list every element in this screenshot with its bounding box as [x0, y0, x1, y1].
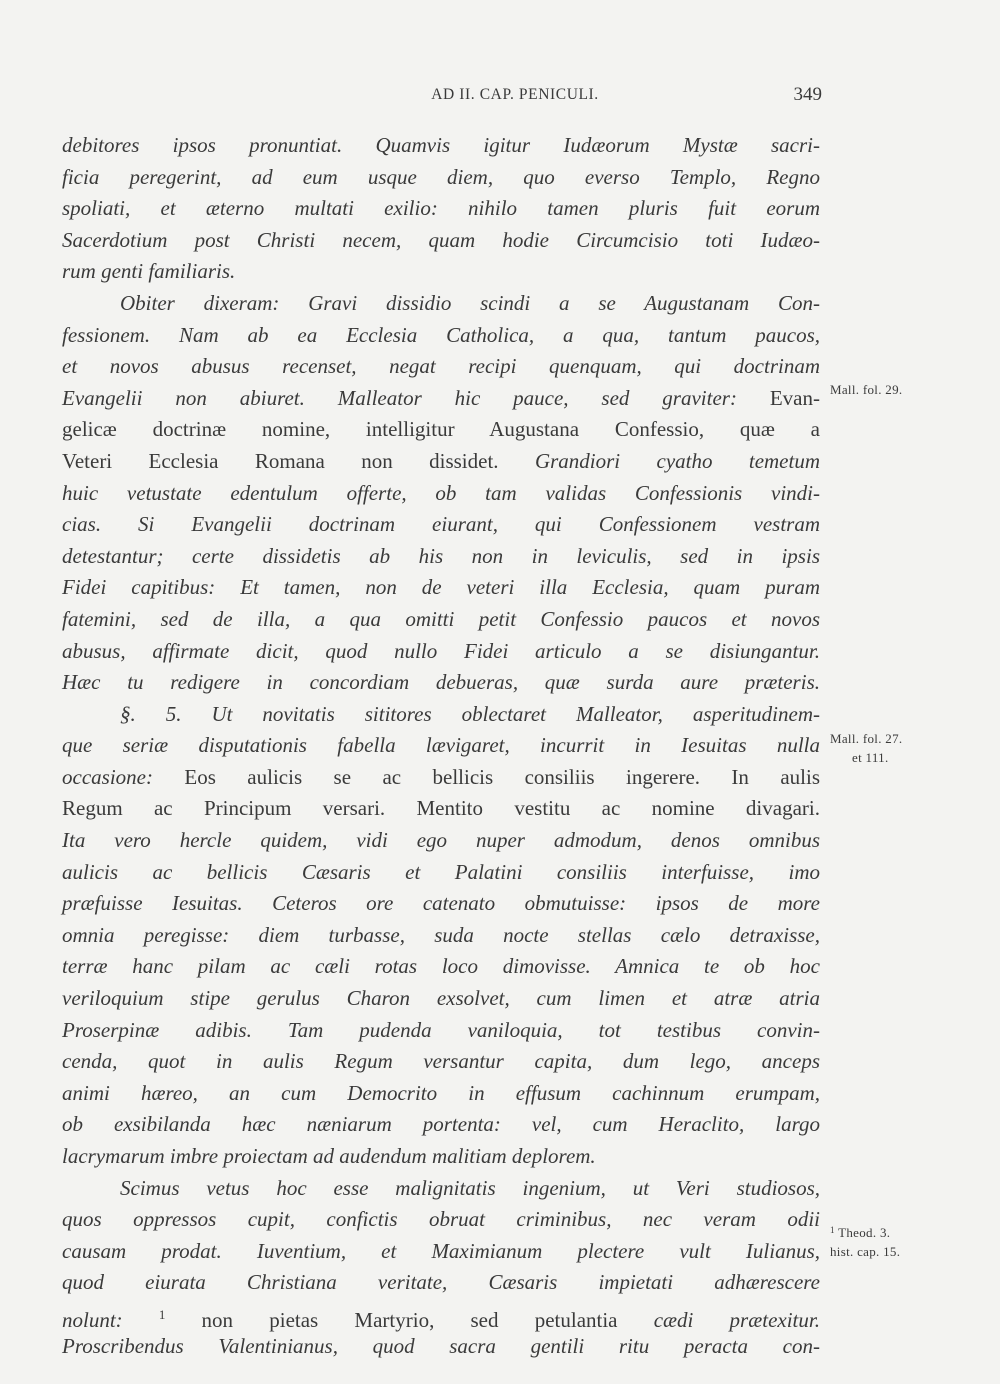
margin-note-line: Mall. fol. 27. — [830, 731, 903, 746]
text-line — [62, 1141, 820, 1173]
footnote-marker: 1 — [830, 1225, 835, 1235]
text-line — [62, 920, 820, 952]
text-segment: §. 5. Ut novitatis sititores oblectaret Malleator, asperitudinem- — [120, 701, 820, 726]
text-segment: Veteri Ecclesia Romana non dissidet. — [62, 448, 535, 473]
text-segment: Grandiori cyatho temetum — [534, 448, 821, 473]
text-line — [62, 1204, 820, 1236]
text-segment: omnia peregisse: diem turbasse, suda nocte stellas cælo detraxisse, — [62, 922, 820, 947]
text-line — [62, 762, 820, 794]
text-segment: aulicis ac bellicis Cæsaris et Palatini consiliis interfuisse, imo — [62, 859, 820, 884]
text-segment: fatemini, sed de illa, a qua omitti petit Confessio paucos et novos — [62, 606, 820, 631]
margin-note — [830, 1221, 900, 1261]
text-line — [62, 383, 820, 415]
text-line — [62, 1299, 820, 1331]
text-segment: Hæc tu redigere in concordiam debueras, quæ surda aure præteris. — [62, 670, 820, 695]
text-line — [62, 130, 820, 162]
text-segment: que seriæ disputationis fabella lævigaret, incurrit in Iesuitas nulla — [62, 733, 820, 758]
margin-note — [830, 380, 902, 399]
text-segment: debitores ipsos pronuntiat. Quamvis igitur Iudæorum Mystæ sacri- — [62, 133, 820, 157]
body-text — [62, 130, 820, 1362]
text-segment: Evan- — [769, 385, 820, 410]
text-line — [62, 225, 820, 257]
text-segment: nolunt: — [62, 1307, 159, 1332]
text-segment: Regum ac Principum versari. Mentito vestitu ac nomine divagari. — [62, 796, 820, 821]
text-line — [62, 256, 820, 288]
text-line — [62, 1046, 820, 1078]
page-header — [0, 86, 1000, 110]
text-segment: veriloquium stipe gerulus Charon exsolvet, cum limen et atræ atria — [62, 986, 820, 1011]
text-segment: occasione: — [62, 764, 185, 789]
text-segment: non pietas Martyrio, sed petulantia — [165, 1307, 654, 1332]
text-segment: Ita vero hercle quidem, vidi ego nuper admodum, denos omnibus — [62, 828, 820, 853]
text-line — [62, 446, 820, 478]
text-segment: Evangelii non abiuret. Malleator hic pauce, sed graviter: — [62, 385, 770, 410]
margin-note-line: Mall. fol. 29. — [830, 382, 903, 397]
text-line — [62, 1331, 820, 1363]
text-line — [62, 1267, 820, 1299]
text-segment: cædi prætexitur. — [653, 1307, 820, 1332]
text-segment: Obiter dixeram: Gravi dissidio scindi a se Augustanam Con- — [120, 290, 820, 315]
text-line — [62, 667, 820, 699]
text-segment: cias. Si Evangelii doctrinam eiurant, qui Confessionem vestram — [62, 512, 820, 537]
text-segment: ob exsibilanda hæc næniarum portenta: vel, cum Heraclito, largo — [62, 1112, 820, 1137]
text-segment: lacrymarum imbre proiectam ad audendum malitiam deplorem. — [62, 1144, 596, 1168]
text-line — [62, 888, 820, 920]
text-line — [62, 572, 820, 604]
text-segment: quod eiurata Christiana veritate, Cæsaris impietati adhærescere — [62, 1270, 820, 1295]
text-segment: quos oppressos cupit, confictis obruat criminibus, nec veram odii — [62, 1207, 820, 1232]
text-line — [62, 636, 820, 668]
text-line — [62, 699, 820, 731]
text-line — [62, 1015, 820, 1047]
text-line — [62, 983, 820, 1015]
text-segment: Proserpinæ adibis. Tam pudenda vaniloquia, tot testibus convin- — [62, 1017, 820, 1042]
text-line — [62, 541, 820, 573]
page-number: 349 — [793, 84, 822, 105]
text-segment: terræ hanc pilam ac cæli rotas loco dimovisse. Amnica te ob hoc — [62, 954, 820, 979]
text-line — [62, 951, 820, 983]
text-segment: fessionem. Nam ab ea Ecclesia Catholica, a qua, tantum paucos, — [62, 322, 820, 347]
text-segment: abusus, affirmate dicit, quod nullo Fidei articulo a se disiungantur. — [62, 638, 820, 663]
margin-note-line: hist. cap. 15. — [830, 1244, 901, 1259]
text-segment: animi hæreo, an cum Democrito in effusum cachinnum erumpam, — [62, 1080, 820, 1105]
text-line — [62, 351, 820, 383]
text-segment: Scimus vetus hoc esse malignitatis ingenium, ut Veri studiosos, — [120, 1175, 820, 1200]
text-segment: ficia peregerint, ad eum usque diem, quo everso Templo, Regno — [62, 164, 820, 189]
text-segment: gelicæ doctrinæ nomine, intelligitur Augustana Confessio, quæ a — [62, 417, 820, 442]
text-segment: rum genti familiaris. — [62, 259, 236, 284]
text-segment: Eos aulicis se ac bellicis consiliis ingerere. In aulis — [184, 764, 821, 789]
text-segment: detestantur; certe dissidetis ab his non in leviculis, sed in ipsis — [62, 543, 820, 568]
text-segment: et novos abusus recenset, negat recipi quenquam, qui doctrinam — [62, 354, 820, 379]
margin-note-line: Theod. 3. — [838, 1225, 891, 1240]
text-line — [62, 414, 820, 446]
text-segment: spoliati, et æterno multati exilio: nihilo tamen pluris fuit eorum — [62, 196, 820, 221]
margin-note-line: et 111. — [852, 750, 889, 765]
text-line — [62, 793, 820, 825]
text-segment: præfuisse Iesuitas. Ceteros ore catenato obmutuisse: ipsos de more — [62, 891, 820, 916]
text-segment: Sacerdotium post Christi necem, quam hodie Circumcisio toti Iudæo- — [62, 227, 820, 252]
text-line — [62, 730, 820, 762]
text-line — [62, 288, 820, 320]
text-segment: huic vetustate edentulum offerte, ob tam validas Confessionis vindi- — [62, 480, 820, 505]
text-line — [62, 857, 820, 889]
footnote-marker: 1 — [158, 1306, 166, 1322]
text-segment: Fidei capitibus: Et tamen, non de veteri illa Ecclesia, quam puram — [62, 575, 820, 600]
text-line — [62, 193, 820, 225]
text-line — [62, 604, 820, 636]
text-line — [62, 478, 820, 510]
text-line — [62, 1078, 820, 1110]
text-line — [62, 320, 820, 352]
text-segment: causam prodat. Iuventium, et Maximianum plectere vult Iulianus, — [62, 1238, 820, 1263]
text-segment: cenda, quot in aulis Regum versantur capita, dum lego, anceps — [62, 1049, 820, 1074]
text-segment: Proscribendus Valentinianus, quod sacra gentili ritu peracta con- — [62, 1333, 820, 1358]
margin-note — [830, 729, 902, 767]
text-line — [62, 1236, 820, 1268]
text-line — [62, 1173, 820, 1205]
text-line — [62, 509, 820, 541]
text-line — [62, 162, 820, 194]
text-line — [62, 825, 820, 857]
text-line — [62, 1109, 820, 1141]
running-title: AD II. CAP. PENICULI. — [431, 86, 599, 103]
